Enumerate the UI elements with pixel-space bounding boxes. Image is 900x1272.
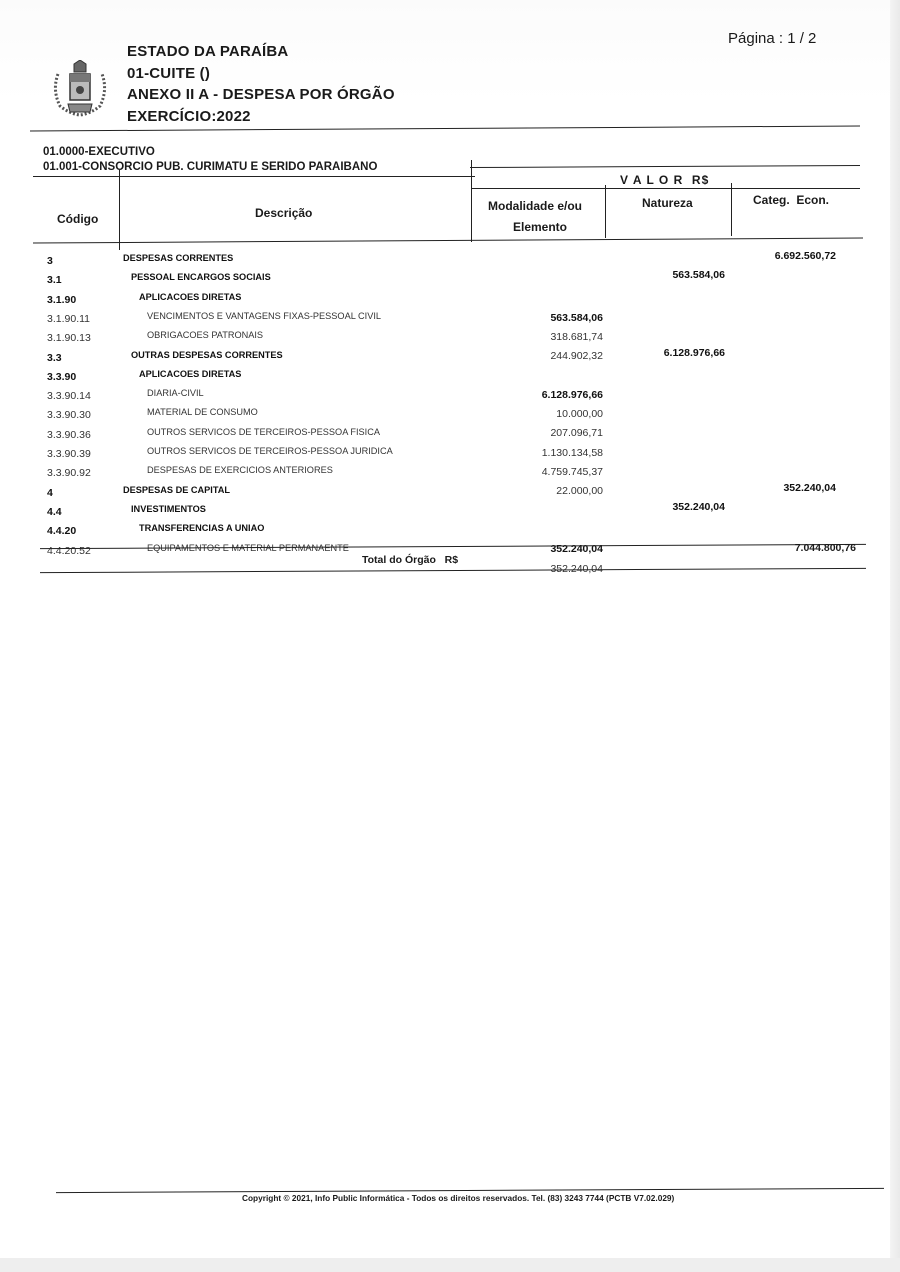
row-modalidade-value: 244.902,32 xyxy=(550,350,603,363)
row-code: 4.4.20 xyxy=(47,525,77,538)
power-label: 01.0000-EXECUTIVO xyxy=(43,146,155,158)
column-divider-natureza xyxy=(731,183,732,236)
column-header-modalidade: Modalidade e/ou xyxy=(488,199,583,213)
column-header-description: Descrição xyxy=(255,206,313,220)
scan-edge-right xyxy=(890,0,900,1272)
row-description: PESSOAL ENCARGOS SOCIAIS xyxy=(131,272,271,283)
row-description: MATERIAL DE CONSUMO xyxy=(147,407,258,418)
row-modalidade-value: 10.000,00 xyxy=(556,408,603,421)
column-divider-description xyxy=(471,160,472,242)
column-header-natureza: Natureza xyxy=(642,196,693,210)
row-modalidade-value: 1.130.134,58 xyxy=(541,446,603,459)
entity-title: 01-CUITE () xyxy=(127,65,211,82)
valor-divider xyxy=(472,188,860,189)
total-label: Total do Órgão R$ xyxy=(362,554,459,566)
table-top-line-left xyxy=(33,176,475,177)
row-natureza-value: 352.240,04 xyxy=(672,500,725,513)
row-code: 4 xyxy=(47,486,53,499)
fiscal-year-title: EXERCÍCIO:2022 xyxy=(127,108,251,125)
row-code: 3.3 xyxy=(47,351,62,364)
row-description: EQUIPAMENTOS E MATERIAL PERMANAENTE xyxy=(147,542,349,553)
row-description: VENCIMENTOS E VANTAGENS FIXAS-PESSOAL CIVIL xyxy=(147,310,381,321)
row-description: APLICACOES DIRETAS xyxy=(139,291,242,302)
annex-title: ANEXO II A - DESPESA POR ÓRGÃO xyxy=(127,86,395,103)
row-code: 3.1.90 xyxy=(47,293,77,306)
row-description: DESPESAS DE EXERCICIOS ANTERIORES xyxy=(147,465,333,476)
column-header-code: Código xyxy=(57,212,99,226)
row-modalidade-value: 318.681,74 xyxy=(550,330,603,343)
row-modalidade-value: 352.240,04 xyxy=(550,543,603,556)
organ-label: 01.001-CONSORCIO PUB. CURIMATU E SERIDO PARAIBANO xyxy=(43,161,378,173)
row-code: 3.3.90 xyxy=(47,370,77,383)
row-code: 4.4 xyxy=(47,505,62,518)
column-divider-code xyxy=(119,170,120,250)
row-description: OUTROS SERVICOS DE TERCEIROS-PESSOA FISICA xyxy=(147,426,380,437)
row-description: OBRIGACOES PATRONAIS xyxy=(147,330,264,341)
row-code: 3.3.90.36 xyxy=(47,428,91,441)
row-natureza-value: 6.128.976,66 xyxy=(663,346,725,359)
row-modalidade-value: 22.000,00 xyxy=(556,485,603,498)
table-header-bottom-line xyxy=(33,237,863,243)
row-description: DESPESAS DE CAPITAL xyxy=(123,484,231,495)
page-number: Página : 1 / 2 xyxy=(728,30,817,47)
scan-edge-bottom xyxy=(0,1258,900,1272)
row-modalidade-value: 4.759.745,37 xyxy=(541,466,603,478)
row-description: OUTROS SERVICOS DE TERCEIROS-PESSOA JURIDICA xyxy=(147,446,393,456)
row-description: DIARIA-CIVIL xyxy=(147,388,204,399)
column-header-categ-econ: Categ. Econ. xyxy=(753,193,830,207)
coat-of-arms-icon xyxy=(50,60,110,118)
row-code: 3.3.90.30 xyxy=(47,409,91,422)
row-code: 3.3.90.39 xyxy=(47,448,91,460)
row-code: 3.1.90.11 xyxy=(47,312,91,325)
state-title: ESTADO DA PARAÍBA xyxy=(127,43,289,60)
row-modalidade-value: 352.240,04 xyxy=(550,562,603,575)
row-modalidade-value: 207.096,71 xyxy=(550,427,603,440)
row-code: 3.1.90.13 xyxy=(47,332,91,345)
table-top-line-right xyxy=(470,165,860,168)
column-divider-modalidade xyxy=(605,185,606,238)
row-code: 3.1 xyxy=(47,274,62,287)
copyright-footer: Copyright © 2021, Info Public Informática - Todos os direitos reservados. Tel. (83) 3243 7744 (PCTB V7.02.029) xyxy=(242,1193,675,1203)
row-modalidade-value: 563.584,06 xyxy=(550,311,603,324)
total-value: 7.044.800,76 xyxy=(794,542,856,554)
column-header-valor: V A L O R R$ xyxy=(620,173,710,187)
row-code: 3.3.90.92 xyxy=(47,467,91,480)
row-description: APLICACOES DIRETAS xyxy=(139,368,242,379)
header-divider xyxy=(30,125,860,131)
row-code: 4.4.20.52 xyxy=(47,544,91,557)
row-categ-econ-value: 352.240,04 xyxy=(783,481,836,494)
row-description: OUTRAS DESPESAS CORRENTES xyxy=(131,349,283,360)
row-code: 3 xyxy=(47,255,53,267)
total-bottom-line xyxy=(40,568,866,573)
row-description: TRANSFERENCIAS A UNIAO xyxy=(139,523,265,534)
column-header-elemento: Elemento xyxy=(513,220,568,234)
row-code: 3.3.90.14 xyxy=(47,390,91,403)
row-natureza-value: 563.584,06 xyxy=(672,269,725,282)
row-description: INVESTIMENTOS xyxy=(131,503,206,514)
row-description: DESPESAS CORRENTES xyxy=(123,253,234,263)
row-categ-econ-value: 6.692.560,72 xyxy=(774,250,836,262)
row-modalidade-value: 6.128.976,66 xyxy=(541,388,603,401)
